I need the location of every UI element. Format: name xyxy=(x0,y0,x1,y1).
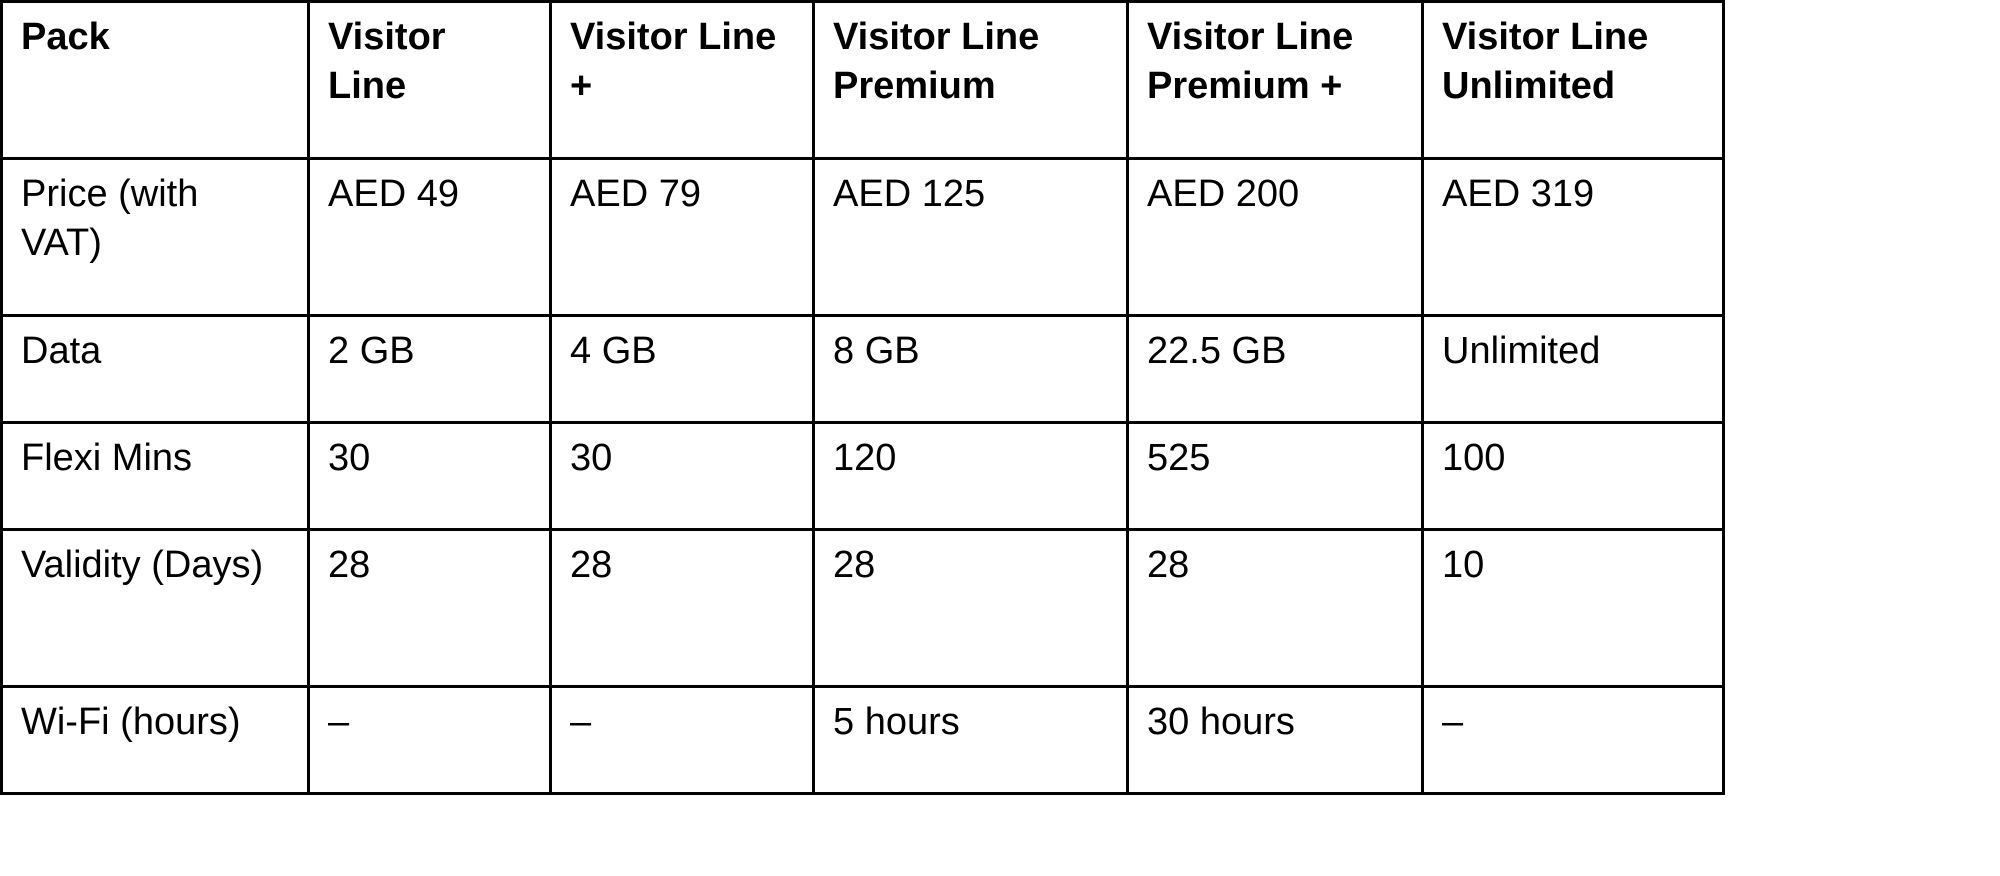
column-header-pack: Pack xyxy=(2,2,309,159)
cell-validity-visitor-line-unlimited: 10 xyxy=(1423,530,1724,687)
cell-flexi-visitor-line: 30 xyxy=(309,423,551,530)
column-header-visitor-line-premium: Visitor Line Premium xyxy=(814,2,1128,159)
table-header-row xyxy=(2,2,1724,159)
table-row xyxy=(2,687,1724,794)
column-header-visitor-line-unlimited: Visitor Line Unlimited xyxy=(1423,2,1724,159)
cell-flexi-visitor-line-unlimited: 100 xyxy=(1423,423,1724,530)
cell-price-visitor-line-plus: AED 79 xyxy=(551,159,814,316)
cell-data-visitor-line-premium: 8 GB xyxy=(814,316,1128,423)
column-header-visitor-line: Visitor Line xyxy=(309,2,551,159)
cell-price-visitor-line: AED 49 xyxy=(309,159,551,316)
table-row xyxy=(2,159,1724,316)
cell-wifi-visitor-line-unlimited: – xyxy=(1423,687,1724,794)
cell-data-visitor-line-unlimited: Unlimited xyxy=(1423,316,1724,423)
row-label-price: Price (with VAT) xyxy=(2,159,309,316)
cell-wifi-visitor-line: – xyxy=(309,687,551,794)
cell-validity-visitor-line: 28 xyxy=(309,530,551,687)
cell-wifi-visitor-line-plus: – xyxy=(551,687,814,794)
row-label-wifi: Wi-Fi (hours) xyxy=(2,687,309,794)
cell-validity-visitor-line-premium: 28 xyxy=(814,530,1128,687)
cell-validity-visitor-line-premium-plus: 28 xyxy=(1128,530,1423,687)
cell-wifi-visitor-line-premium-plus: 30 hours xyxy=(1128,687,1423,794)
cell-flexi-visitor-line-plus: 30 xyxy=(551,423,814,530)
cell-price-visitor-line-premium-plus: AED 200 xyxy=(1128,159,1423,316)
row-label-data: Data xyxy=(2,316,309,423)
cell-wifi-visitor-line-premium: 5 hours xyxy=(814,687,1128,794)
column-header-visitor-line-plus: Visitor Line + xyxy=(551,2,814,159)
table-row xyxy=(2,530,1724,687)
cell-validity-visitor-line-plus: 28 xyxy=(551,530,814,687)
cell-data-visitor-line-premium-plus: 22.5 GB xyxy=(1128,316,1423,423)
cell-price-visitor-line-unlimited: AED 319 xyxy=(1423,159,1724,316)
row-label-flexi-mins: Flexi Mins xyxy=(2,423,309,530)
cell-data-visitor-line-plus: 4 GB xyxy=(551,316,814,423)
row-label-validity: Validity (Days) xyxy=(2,530,309,687)
column-header-visitor-line-premium-plus: Visitor Line Premium + xyxy=(1128,2,1423,159)
cell-data-visitor-line: 2 GB xyxy=(309,316,551,423)
cell-price-visitor-line-premium: AED 125 xyxy=(814,159,1128,316)
table-row xyxy=(2,423,1724,530)
cell-flexi-visitor-line-premium-plus: 525 xyxy=(1128,423,1423,530)
table-row xyxy=(2,316,1724,423)
cell-flexi-visitor-line-premium: 120 xyxy=(814,423,1128,530)
